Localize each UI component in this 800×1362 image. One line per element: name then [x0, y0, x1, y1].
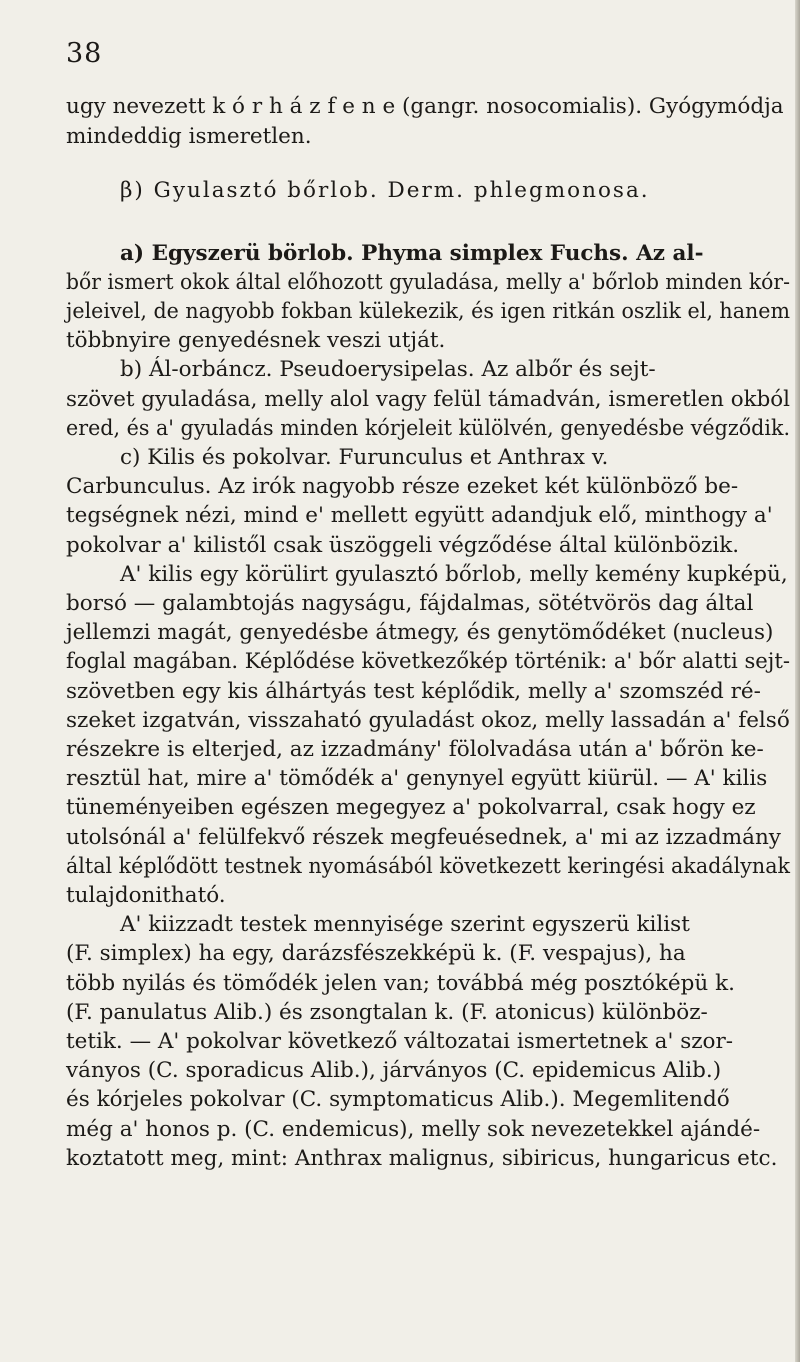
text-line: tulajdonitható.	[66, 883, 226, 908]
text-line: utolsónál a' felülfekvő részek megfeuésednek, a' mi az izzadmány	[66, 825, 781, 850]
text-line: tetik. — A' pokolvar következő változatai ismertetnek a' szor-	[66, 1029, 734, 1054]
text-line: resztül hat, mire a' tömődék a' genynyel együtt kiürül. — A' kilis	[66, 766, 768, 791]
text-line: bőr ismert okok által előhozott gyuladása, melly a' bőrlob minden kór-	[66, 270, 790, 295]
text-line: A' kilis egy körülirt gyulasztó bőrlob, melly kemény kupképü,	[120, 562, 788, 587]
text-line: ványos (C. sporadicus Alib.), járványos (C. epidemicus Alib.)	[66, 1058, 722, 1083]
text-line: A' kiizzadt testek mennyisége szerint egyszerü kilist	[120, 912, 690, 937]
text-line: még a' honos p. (C. endemicus), melly sok nevezetekkel ajándé-	[66, 1117, 761, 1142]
page-number: 38	[66, 38, 103, 69]
text-line: pokolvar a' kilistől csak üszöggeli végződése által különbözik.	[66, 533, 740, 558]
text-line: Carbunculus. Az irók nagyobb része ezeket két különböző be-	[66, 474, 739, 499]
text-line: ugy nevezett k ó r h á z f e n e (gangr. nosocomialis). Gyógymódja	[66, 94, 784, 119]
section-heading: β) Gyulasztó bőrlob. Derm. phlegmonosa.	[120, 178, 650, 203]
text-line: jellemzi magát, genyedésbe átmegy, és genytömődéket (nucleus)	[66, 620, 774, 645]
text-line: (F. simplex) ha egy, darázsfészekképü k. (F. vespajus), ha	[66, 941, 686, 966]
text-line: és kórjeles pokolvar (C. symptomaticus Alib.). Megemlitendő	[66, 1087, 730, 1112]
text-line: szeket izgatván, visszaható gyuladást okoz, melly lassadán a' felső	[66, 708, 790, 733]
text-line: szövetben egy kis álhártyás test képlődik, melly a' szomszéd ré-	[66, 679, 761, 704]
page-edge	[795, 0, 800, 1362]
text-line: b) Ál-orbáncz. Pseudoerysipelas. Az albőr és sejt-	[120, 357, 656, 382]
text-line: foglal magában. Képlődése következőkép történik: a' bőr alatti sejt-	[66, 649, 790, 674]
text-line: tegségnek nézi, mind e' mellett együtt adandjuk elő, minthogy a'	[66, 503, 773, 528]
text-line: koztatott meg, mint: Anthrax malignus, sibiricus, hungaricus etc.	[66, 1146, 778, 1171]
text-line: szövet gyuladása, melly alol vagy felül támadván, ismeretlen okból	[66, 387, 790, 412]
text-line: részekre is elterjed, az izzadmány' fölolvadása után a' bőrön ke-	[66, 737, 764, 762]
text-line: tüneményeiben egészen megegyez a' pokolvarral, csak hogy ez	[66, 795, 756, 820]
text-line: c) Kilis és pokolvar. Furunculus et Anthrax v.	[120, 445, 609, 470]
text-line: többnyire genyedésnek veszi utját.	[66, 328, 446, 353]
text-line: mindeddig ismeretlen.	[66, 124, 312, 149]
text-line: által képlődött testnek nyomásából következett keringési akadálynak	[66, 854, 791, 879]
text-line: borsó — galambtojás nagyságu, fájdalmas, sötétvörös dag által	[66, 591, 754, 616]
text-line: jeleivel, de nagyobb fokban külekezik, és igen ritkán oszlik el, hanem	[66, 299, 790, 324]
text-line: a) Egyszerü börlob. Phyma simplex Fuchs. Az al-	[120, 241, 704, 266]
text-line: több nyilás és tömődék jelen van; továbbá még posztóképü k.	[66, 971, 735, 996]
text-line: (F. panulatus Alib.) és zsongtalan k. (F. atonicus) különböz-	[66, 1000, 708, 1025]
text-line: ered, és a' gyuladás minden kórjeleit külölvén, genyedésbe végződik.	[66, 416, 791, 441]
